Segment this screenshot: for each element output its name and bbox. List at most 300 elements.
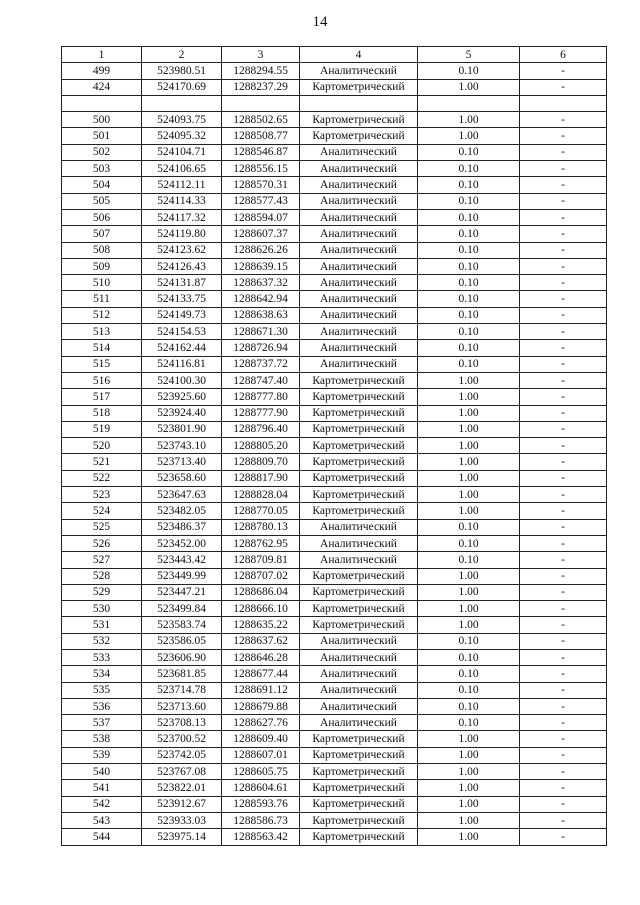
table-cell: 523647.63 [142, 487, 222, 503]
table-cell: 504 [62, 177, 142, 193]
table-cell: 1.00 [418, 438, 520, 454]
table-cell: - [520, 324, 607, 340]
table-cell: Картометрический [300, 812, 418, 828]
table-cell: 0.10 [418, 258, 520, 274]
table-cell: 523452.00 [142, 535, 222, 551]
table-row [62, 715, 607, 731]
table-cell: 523742.05 [142, 747, 222, 763]
table-row [62, 63, 607, 79]
table-cell: 1.00 [418, 780, 520, 796]
table-cell: 0.10 [418, 649, 520, 665]
table-cell: 1288828.04 [222, 487, 300, 503]
table-cell: 527 [62, 552, 142, 568]
table-cell: - [520, 291, 607, 307]
table-cell: 538 [62, 731, 142, 747]
table-cell: 530 [62, 601, 142, 617]
table-cell: Картометрический [300, 617, 418, 633]
table-cell: 1288709.81 [222, 552, 300, 568]
table-row [62, 519, 607, 535]
table-cell: 1.00 [418, 405, 520, 421]
table-cell: - [520, 421, 607, 437]
table-cell: Картометрический [300, 584, 418, 600]
table-cell: 523743.10 [142, 438, 222, 454]
table-cell: 503 [62, 161, 142, 177]
table-cell: 1288593.76 [222, 796, 300, 812]
table-cell: Аналитический [300, 144, 418, 160]
table-cell: 521 [62, 454, 142, 470]
table-cell: 1288563.42 [222, 829, 300, 845]
table-cell: - [520, 698, 607, 714]
table-cell: Аналитический [300, 535, 418, 551]
table-cell: 500 [62, 112, 142, 128]
table-cell: - [520, 63, 607, 79]
table-cell: 524114.33 [142, 193, 222, 209]
table-row [62, 731, 607, 747]
table-row [62, 242, 607, 258]
table-cell: 524095.32 [142, 128, 222, 144]
table-cell: Аналитический [300, 242, 418, 258]
table-cell: - [520, 340, 607, 356]
table-cell: - [520, 161, 607, 177]
table-cell: Аналитический [300, 552, 418, 568]
table-cell: Аналитический [300, 519, 418, 535]
table-row [62, 421, 607, 437]
table-cell: 540 [62, 764, 142, 780]
table-cell: 539 [62, 747, 142, 763]
table-cell: 531 [62, 617, 142, 633]
table-cell: 0.10 [418, 552, 520, 568]
table-cell: 1288237.29 [222, 79, 300, 95]
table-cell: Картометрический [300, 503, 418, 519]
table-cell: Аналитический [300, 698, 418, 714]
table-cell: 1288817.90 [222, 470, 300, 486]
table-cell: - [520, 535, 607, 551]
table-cell: Картометрический [300, 470, 418, 486]
table-cell: 523924.40 [142, 405, 222, 421]
table-cell: - [520, 584, 607, 600]
table-cell: 0.10 [418, 519, 520, 535]
table-cell: - [520, 242, 607, 258]
table-cell: 517 [62, 389, 142, 405]
table-cell: - [520, 617, 607, 633]
table-row [62, 812, 607, 828]
table-row [62, 209, 607, 225]
table-cell: 536 [62, 698, 142, 714]
table-row [62, 307, 607, 323]
table-cell: 523980.51 [142, 63, 222, 79]
table-cell: - [520, 568, 607, 584]
table-cell: 1288646.28 [222, 649, 300, 665]
table-cell: 1288737.72 [222, 356, 300, 372]
table-cell: 1288609.40 [222, 731, 300, 747]
table-cell: 1288691.12 [222, 682, 300, 698]
table-row [62, 682, 607, 698]
table-cell: 1288770.05 [222, 503, 300, 519]
table-cell: - [520, 470, 607, 486]
table-cell: 523801.90 [142, 421, 222, 437]
table-cell: - [520, 715, 607, 731]
column-header: 1 [62, 47, 142, 63]
table-row [62, 275, 607, 291]
table-cell: 0.10 [418, 177, 520, 193]
table-cell: 523713.60 [142, 698, 222, 714]
table-cell: - [520, 389, 607, 405]
table-cell: 1.00 [418, 421, 520, 437]
table-cell: 514 [62, 340, 142, 356]
table-cell: Картометрический [300, 487, 418, 503]
table-cell: 524112.11 [142, 177, 222, 193]
table-row [62, 226, 607, 242]
table-cell: - [520, 356, 607, 372]
table-row [62, 258, 607, 274]
table-cell: 1288607.01 [222, 747, 300, 763]
table-cell: 1288637.32 [222, 275, 300, 291]
table-cell: 1288642.94 [222, 291, 300, 307]
table-cell: 1.00 [418, 601, 520, 617]
table-cell: 523583.74 [142, 617, 222, 633]
table-row [62, 617, 607, 633]
table-cell: - [520, 780, 607, 796]
table-row [62, 535, 607, 551]
table-cell: 523767.08 [142, 764, 222, 780]
table-cell: 0.10 [418, 356, 520, 372]
table-cell: - [520, 438, 607, 454]
table-cell: 0.10 [418, 63, 520, 79]
table-cell: 533 [62, 649, 142, 665]
table-cell: 508 [62, 242, 142, 258]
table-row [62, 389, 607, 405]
table-row [62, 161, 607, 177]
table-cell: 1288686.04 [222, 584, 300, 600]
table-cell: Аналитический [300, 340, 418, 356]
table-cell: - [520, 731, 607, 747]
table-cell: 1.00 [418, 764, 520, 780]
table-cell: - [520, 275, 607, 291]
table-row [62, 128, 607, 144]
table-cell: - [520, 519, 607, 535]
table-cell: 541 [62, 780, 142, 796]
table-cell: 1.00 [418, 79, 520, 95]
table-row [62, 79, 607, 95]
table-cell: 0.10 [418, 161, 520, 177]
table-cell: 537 [62, 715, 142, 731]
table-cell: 505 [62, 193, 142, 209]
table-cell: Картометрический [300, 829, 418, 845]
table-cell: 523681.85 [142, 666, 222, 682]
table-cell: 513 [62, 324, 142, 340]
table-cell: 1288570.31 [222, 177, 300, 193]
table-cell: 0.10 [418, 698, 520, 714]
table-cell: 1288671.30 [222, 324, 300, 340]
table-cell [520, 95, 607, 111]
table-cell: Аналитический [300, 682, 418, 698]
table-cell: 1.00 [418, 470, 520, 486]
table-cell: 523700.52 [142, 731, 222, 747]
table-cell: - [520, 503, 607, 519]
table-cell: 524126.43 [142, 258, 222, 274]
table-cell: 0.10 [418, 307, 520, 323]
table-cell: 524149.73 [142, 307, 222, 323]
table-row [62, 144, 607, 160]
table-row [62, 666, 607, 682]
table-cell: 1288604.61 [222, 780, 300, 796]
table-cell: 1288639.15 [222, 258, 300, 274]
table-cell: 524117.32 [142, 209, 222, 225]
table-cell: 1288747.40 [222, 372, 300, 388]
table-cell: 1.00 [418, 829, 520, 845]
table-cell: 1.00 [418, 112, 520, 128]
table-cell [62, 95, 142, 111]
table-row [62, 177, 607, 193]
table-cell: 543 [62, 812, 142, 828]
table-cell: Картометрический [300, 747, 418, 763]
table-cell: 1288556.15 [222, 161, 300, 177]
table-cell: Картометрический [300, 372, 418, 388]
table-cell: 544 [62, 829, 142, 845]
table-cell: Картометрический [300, 731, 418, 747]
table-cell: 1.00 [418, 389, 520, 405]
table-cell: 1.00 [418, 487, 520, 503]
table-cell: - [520, 307, 607, 323]
table-cell: 424 [62, 79, 142, 95]
table-cell: - [520, 177, 607, 193]
table-cell: 1288502.65 [222, 112, 300, 128]
table-cell: 524 [62, 503, 142, 519]
table-row [62, 764, 607, 780]
table-row [62, 356, 607, 372]
table-cell: Картометрический [300, 780, 418, 796]
table-cell: 1288637.62 [222, 633, 300, 649]
table-cell: 526 [62, 535, 142, 551]
table-cell: 1288577.43 [222, 193, 300, 209]
table-cell: - [520, 79, 607, 95]
table-cell: 523499.84 [142, 601, 222, 617]
table-row [62, 633, 607, 649]
table-cell: 1.00 [418, 372, 520, 388]
table-cell: 1288805.20 [222, 438, 300, 454]
table-cell: 523606.90 [142, 649, 222, 665]
table-cell: Аналитический [300, 193, 418, 209]
table-cell: 0.10 [418, 340, 520, 356]
table-cell: 523933.03 [142, 812, 222, 828]
table-cell: 1288605.75 [222, 764, 300, 780]
table-cell: Картометрический [300, 79, 418, 95]
table-cell: - [520, 226, 607, 242]
table-cell: 0.10 [418, 242, 520, 258]
table-cell: 524104.71 [142, 144, 222, 160]
column-header: 5 [418, 47, 520, 63]
table-cell: Аналитический [300, 291, 418, 307]
table-row [62, 291, 607, 307]
table-cell: 0.10 [418, 144, 520, 160]
table-row [62, 829, 607, 845]
table-cell: Картометрический [300, 454, 418, 470]
table-cell: Картометрический [300, 112, 418, 128]
table-cell: Аналитический [300, 649, 418, 665]
table-cell: 1288635.22 [222, 617, 300, 633]
table-cell: - [520, 747, 607, 763]
table-row [62, 503, 607, 519]
table-cell: 525 [62, 519, 142, 535]
table-cell: Картометрический [300, 601, 418, 617]
table-cell: 1288677.44 [222, 666, 300, 682]
table-cell: 501 [62, 128, 142, 144]
table-cell: - [520, 829, 607, 845]
table-cell: 523912.67 [142, 796, 222, 812]
table-cell: 523443.42 [142, 552, 222, 568]
table-cell: 1288780.13 [222, 519, 300, 535]
table-cell: 1288546.87 [222, 144, 300, 160]
table-row [62, 780, 607, 796]
table-cell: 1.00 [418, 503, 520, 519]
table-cell: 1288777.80 [222, 389, 300, 405]
table-cell: 523975.14 [142, 829, 222, 845]
table-cell: 524133.75 [142, 291, 222, 307]
table-cell: 523447.21 [142, 584, 222, 600]
table-cell: 523708.13 [142, 715, 222, 731]
table-cell: - [520, 796, 607, 812]
table-cell: Аналитический [300, 63, 418, 79]
table-cell: 524131.87 [142, 275, 222, 291]
table-cell: 0.10 [418, 226, 520, 242]
table-cell [142, 95, 222, 111]
table-row [62, 698, 607, 714]
table-cell: 1.00 [418, 747, 520, 763]
table-row [62, 95, 607, 111]
table-cell: 1.00 [418, 617, 520, 633]
table-cell: 506 [62, 209, 142, 225]
table-cell: - [520, 128, 607, 144]
table-cell: 1288666.10 [222, 601, 300, 617]
table-row [62, 487, 607, 503]
table-cell: 0.10 [418, 324, 520, 340]
table-cell: 524123.62 [142, 242, 222, 258]
table-cell: 1.00 [418, 796, 520, 812]
table-cell: 528 [62, 568, 142, 584]
table-cell: - [520, 454, 607, 470]
table-cell: 518 [62, 405, 142, 421]
table-cell: 511 [62, 291, 142, 307]
table-cell: - [520, 487, 607, 503]
table-cell: Аналитический [300, 633, 418, 649]
table-cell: - [520, 372, 607, 388]
table-cell: 524162.44 [142, 340, 222, 356]
table-row [62, 747, 607, 763]
table-cell: 1288508.77 [222, 128, 300, 144]
table-cell: 523925.60 [142, 389, 222, 405]
table-cell: 1.00 [418, 128, 520, 144]
table-cell: 507 [62, 226, 142, 242]
table-cell: 524170.69 [142, 79, 222, 95]
table-cell: 523 [62, 487, 142, 503]
table-cell: Картометрический [300, 568, 418, 584]
table-cell: 519 [62, 421, 142, 437]
table-cell: 524119.80 [142, 226, 222, 242]
table-row [62, 552, 607, 568]
table-cell: 524093.75 [142, 112, 222, 128]
table-cell: 532 [62, 633, 142, 649]
table-cell: 0.10 [418, 715, 520, 731]
table-cell: 509 [62, 258, 142, 274]
table-row [62, 340, 607, 356]
column-header: 4 [300, 47, 418, 63]
table-cell: Аналитический [300, 209, 418, 225]
column-header: 3 [222, 47, 300, 63]
table-cell: Картометрический [300, 421, 418, 437]
table-row [62, 372, 607, 388]
table-cell: - [520, 633, 607, 649]
table-cell: 1288809.70 [222, 454, 300, 470]
table-cell [300, 95, 418, 111]
table-cell: - [520, 193, 607, 209]
table-cell: 512 [62, 307, 142, 323]
table-cell: 1288294.55 [222, 63, 300, 79]
table-cell: 1288679.88 [222, 698, 300, 714]
table-cell: Аналитический [300, 226, 418, 242]
table-cell: 510 [62, 275, 142, 291]
table-row [62, 568, 607, 584]
table-cell: 1288594.07 [222, 209, 300, 225]
table-row [62, 193, 607, 209]
table-cell: - [520, 258, 607, 274]
table-cell: Картометрический [300, 128, 418, 144]
page-number: 14 [312, 14, 328, 30]
table-cell: 535 [62, 682, 142, 698]
table-cell: Аналитический [300, 715, 418, 731]
table-cell: 1288586.73 [222, 812, 300, 828]
table-cell: 1288762.95 [222, 535, 300, 551]
table-cell: Аналитический [300, 307, 418, 323]
table-cell: 1288626.26 [222, 242, 300, 258]
table-cell: Аналитический [300, 324, 418, 340]
table-cell: - [520, 112, 607, 128]
table-row [62, 112, 607, 128]
table-cell: 523586.05 [142, 633, 222, 649]
table-cell: Аналитический [300, 177, 418, 193]
table-cell: 523449.99 [142, 568, 222, 584]
table-cell: - [520, 666, 607, 682]
table-cell: 523713.40 [142, 454, 222, 470]
table-cell: 524116.81 [142, 356, 222, 372]
table-row [62, 584, 607, 600]
table-cell: 502 [62, 144, 142, 160]
table-row [62, 454, 607, 470]
table-cell: 1288726.94 [222, 340, 300, 356]
table-cell: - [520, 764, 607, 780]
table-row [62, 649, 607, 665]
table-cell: 0.10 [418, 209, 520, 225]
table-cell: 0.10 [418, 633, 520, 649]
table-cell: - [520, 209, 607, 225]
table-cell: Картометрический [300, 796, 418, 812]
table-cell: 523714.78 [142, 682, 222, 698]
table-cell: - [520, 552, 607, 568]
table-cell: - [520, 682, 607, 698]
table-cell: Аналитический [300, 356, 418, 372]
table-row [62, 438, 607, 454]
table-cell [222, 95, 300, 111]
table-cell: 523486.37 [142, 519, 222, 535]
table-cell: Аналитический [300, 258, 418, 274]
table-cell: - [520, 649, 607, 665]
table-cell: 520 [62, 438, 142, 454]
table-cell: Картометрический [300, 389, 418, 405]
table-cell: Картометрический [300, 405, 418, 421]
table-row [62, 324, 607, 340]
table-cell: 1288777.90 [222, 405, 300, 421]
table-cell: 529 [62, 584, 142, 600]
table-cell: 1.00 [418, 812, 520, 828]
